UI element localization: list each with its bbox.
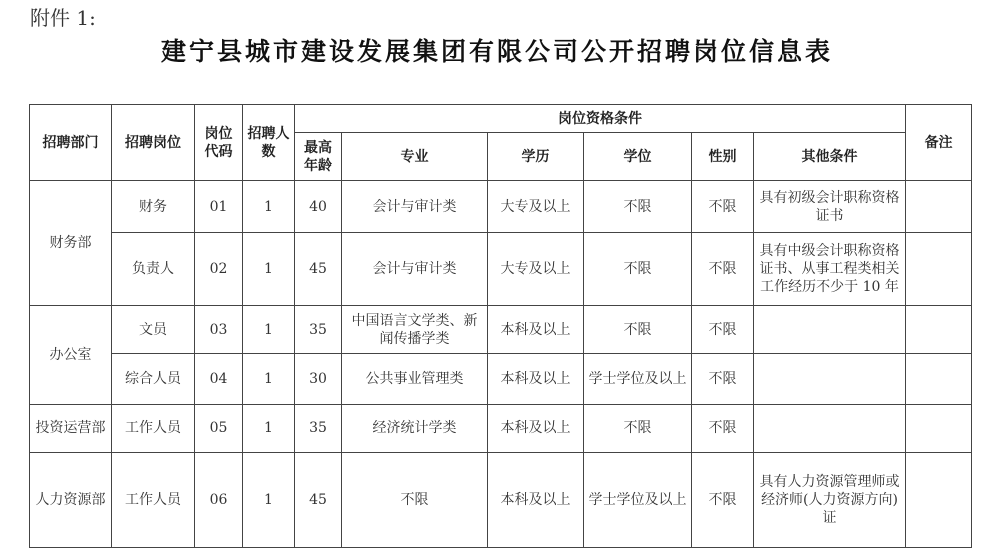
count-cell: 1 [243, 306, 295, 354]
header-qualifications: 岗位资格条件 [295, 105, 906, 133]
major-cell: 中国语言文学类、新闻传播学类 [342, 306, 488, 354]
major-cell: 不限 [342, 452, 488, 547]
education-cell: 大专及以上 [488, 181, 584, 233]
major-cell: 公共事业管理类 [342, 354, 488, 404]
remarks-cell [906, 354, 972, 404]
header-education: 学历 [488, 133, 584, 181]
page-title: 建宁县城市建设发展集团有限公司公开招聘岗位信息表 [160, 37, 833, 66]
other-cell: 具有人力资源管理师或经济师(人力资源方向)证 [754, 452, 906, 547]
education-cell: 本科及以上 [488, 306, 584, 354]
major-cell: 经济统计学类 [342, 404, 488, 452]
position-cell: 负责人 [112, 233, 195, 306]
position-cell: 文员 [112, 306, 195, 354]
header-gender: 性别 [692, 133, 754, 181]
education-cell: 本科及以上 [488, 452, 584, 547]
table-row [30, 404, 972, 452]
degree-cell: 不限 [584, 181, 692, 233]
gender-cell: 不限 [692, 306, 754, 354]
attachment-label: 附件 1: [30, 6, 96, 30]
degree-cell: 学士学位及以上 [584, 354, 692, 404]
department-cell: 投资运营部 [30, 404, 112, 452]
table-row [30, 181, 972, 233]
gender-cell: 不限 [692, 181, 754, 233]
code-cell: 01 [195, 181, 243, 233]
table-row [30, 306, 972, 354]
table-row [30, 354, 972, 404]
remarks-cell [906, 404, 972, 452]
education-cell: 本科及以上 [488, 354, 584, 404]
max-age-cell: 45 [295, 452, 342, 547]
header-department: 招聘部门 [30, 105, 112, 181]
header-major: 专业 [342, 133, 488, 181]
other-cell: 具有初级会计职称资格证书 [754, 181, 906, 233]
code-cell: 04 [195, 354, 243, 404]
other-cell [754, 306, 906, 354]
code-cell: 05 [195, 404, 243, 452]
count-cell: 1 [243, 404, 295, 452]
header-other: 其他条件 [754, 133, 906, 181]
remarks-cell [906, 452, 972, 547]
position-cell: 综合人员 [112, 354, 195, 404]
header-code: 岗位代码 [195, 105, 243, 181]
code-cell: 02 [195, 233, 243, 306]
remarks-cell [906, 306, 972, 354]
degree-cell: 学士学位及以上 [584, 452, 692, 547]
gender-cell: 不限 [692, 233, 754, 306]
other-cell [754, 404, 906, 452]
count-cell: 1 [243, 181, 295, 233]
degree-cell: 不限 [584, 233, 692, 306]
count-cell: 1 [243, 233, 295, 306]
remarks-cell [906, 181, 972, 233]
code-cell: 06 [195, 452, 243, 547]
gender-cell: 不限 [692, 404, 754, 452]
other-cell: 具有中级会计职称资格证书、从事工程类相关工作经历不少于 10 年 [754, 233, 906, 306]
header-count: 招聘人数 [243, 105, 295, 181]
count-cell: 1 [243, 452, 295, 547]
position-cell: 工作人员 [112, 404, 195, 452]
other-cell [754, 354, 906, 404]
department-cell: 人力资源部 [30, 452, 112, 547]
degree-cell: 不限 [584, 404, 692, 452]
header-max-age: 最高年龄 [295, 133, 342, 181]
max-age-cell: 30 [295, 354, 342, 404]
education-cell: 本科及以上 [488, 404, 584, 452]
header-degree: 学位 [584, 133, 692, 181]
header-position: 招聘岗位 [112, 105, 195, 181]
major-cell: 会计与审计类 [342, 233, 488, 306]
code-cell: 03 [195, 306, 243, 354]
max-age-cell: 35 [295, 306, 342, 354]
degree-cell: 不限 [584, 306, 692, 354]
department-cell: 财务部 [30, 181, 112, 306]
gender-cell: 不限 [692, 354, 754, 404]
position-cell: 财务 [112, 181, 195, 233]
position-cell: 工作人员 [112, 452, 195, 547]
header-remarks: 备注 [906, 105, 972, 181]
recruitment-table [29, 104, 972, 548]
count-cell: 1 [243, 354, 295, 404]
gender-cell: 不限 [692, 452, 754, 547]
remarks-cell [906, 233, 972, 306]
max-age-cell: 35 [295, 404, 342, 452]
department-cell: 办公室 [30, 306, 112, 404]
major-cell: 会计与审计类 [342, 181, 488, 233]
education-cell: 大专及以上 [488, 233, 584, 306]
table-row [30, 452, 972, 547]
max-age-cell: 45 [295, 233, 342, 306]
max-age-cell: 40 [295, 181, 342, 233]
table-row [30, 233, 972, 306]
